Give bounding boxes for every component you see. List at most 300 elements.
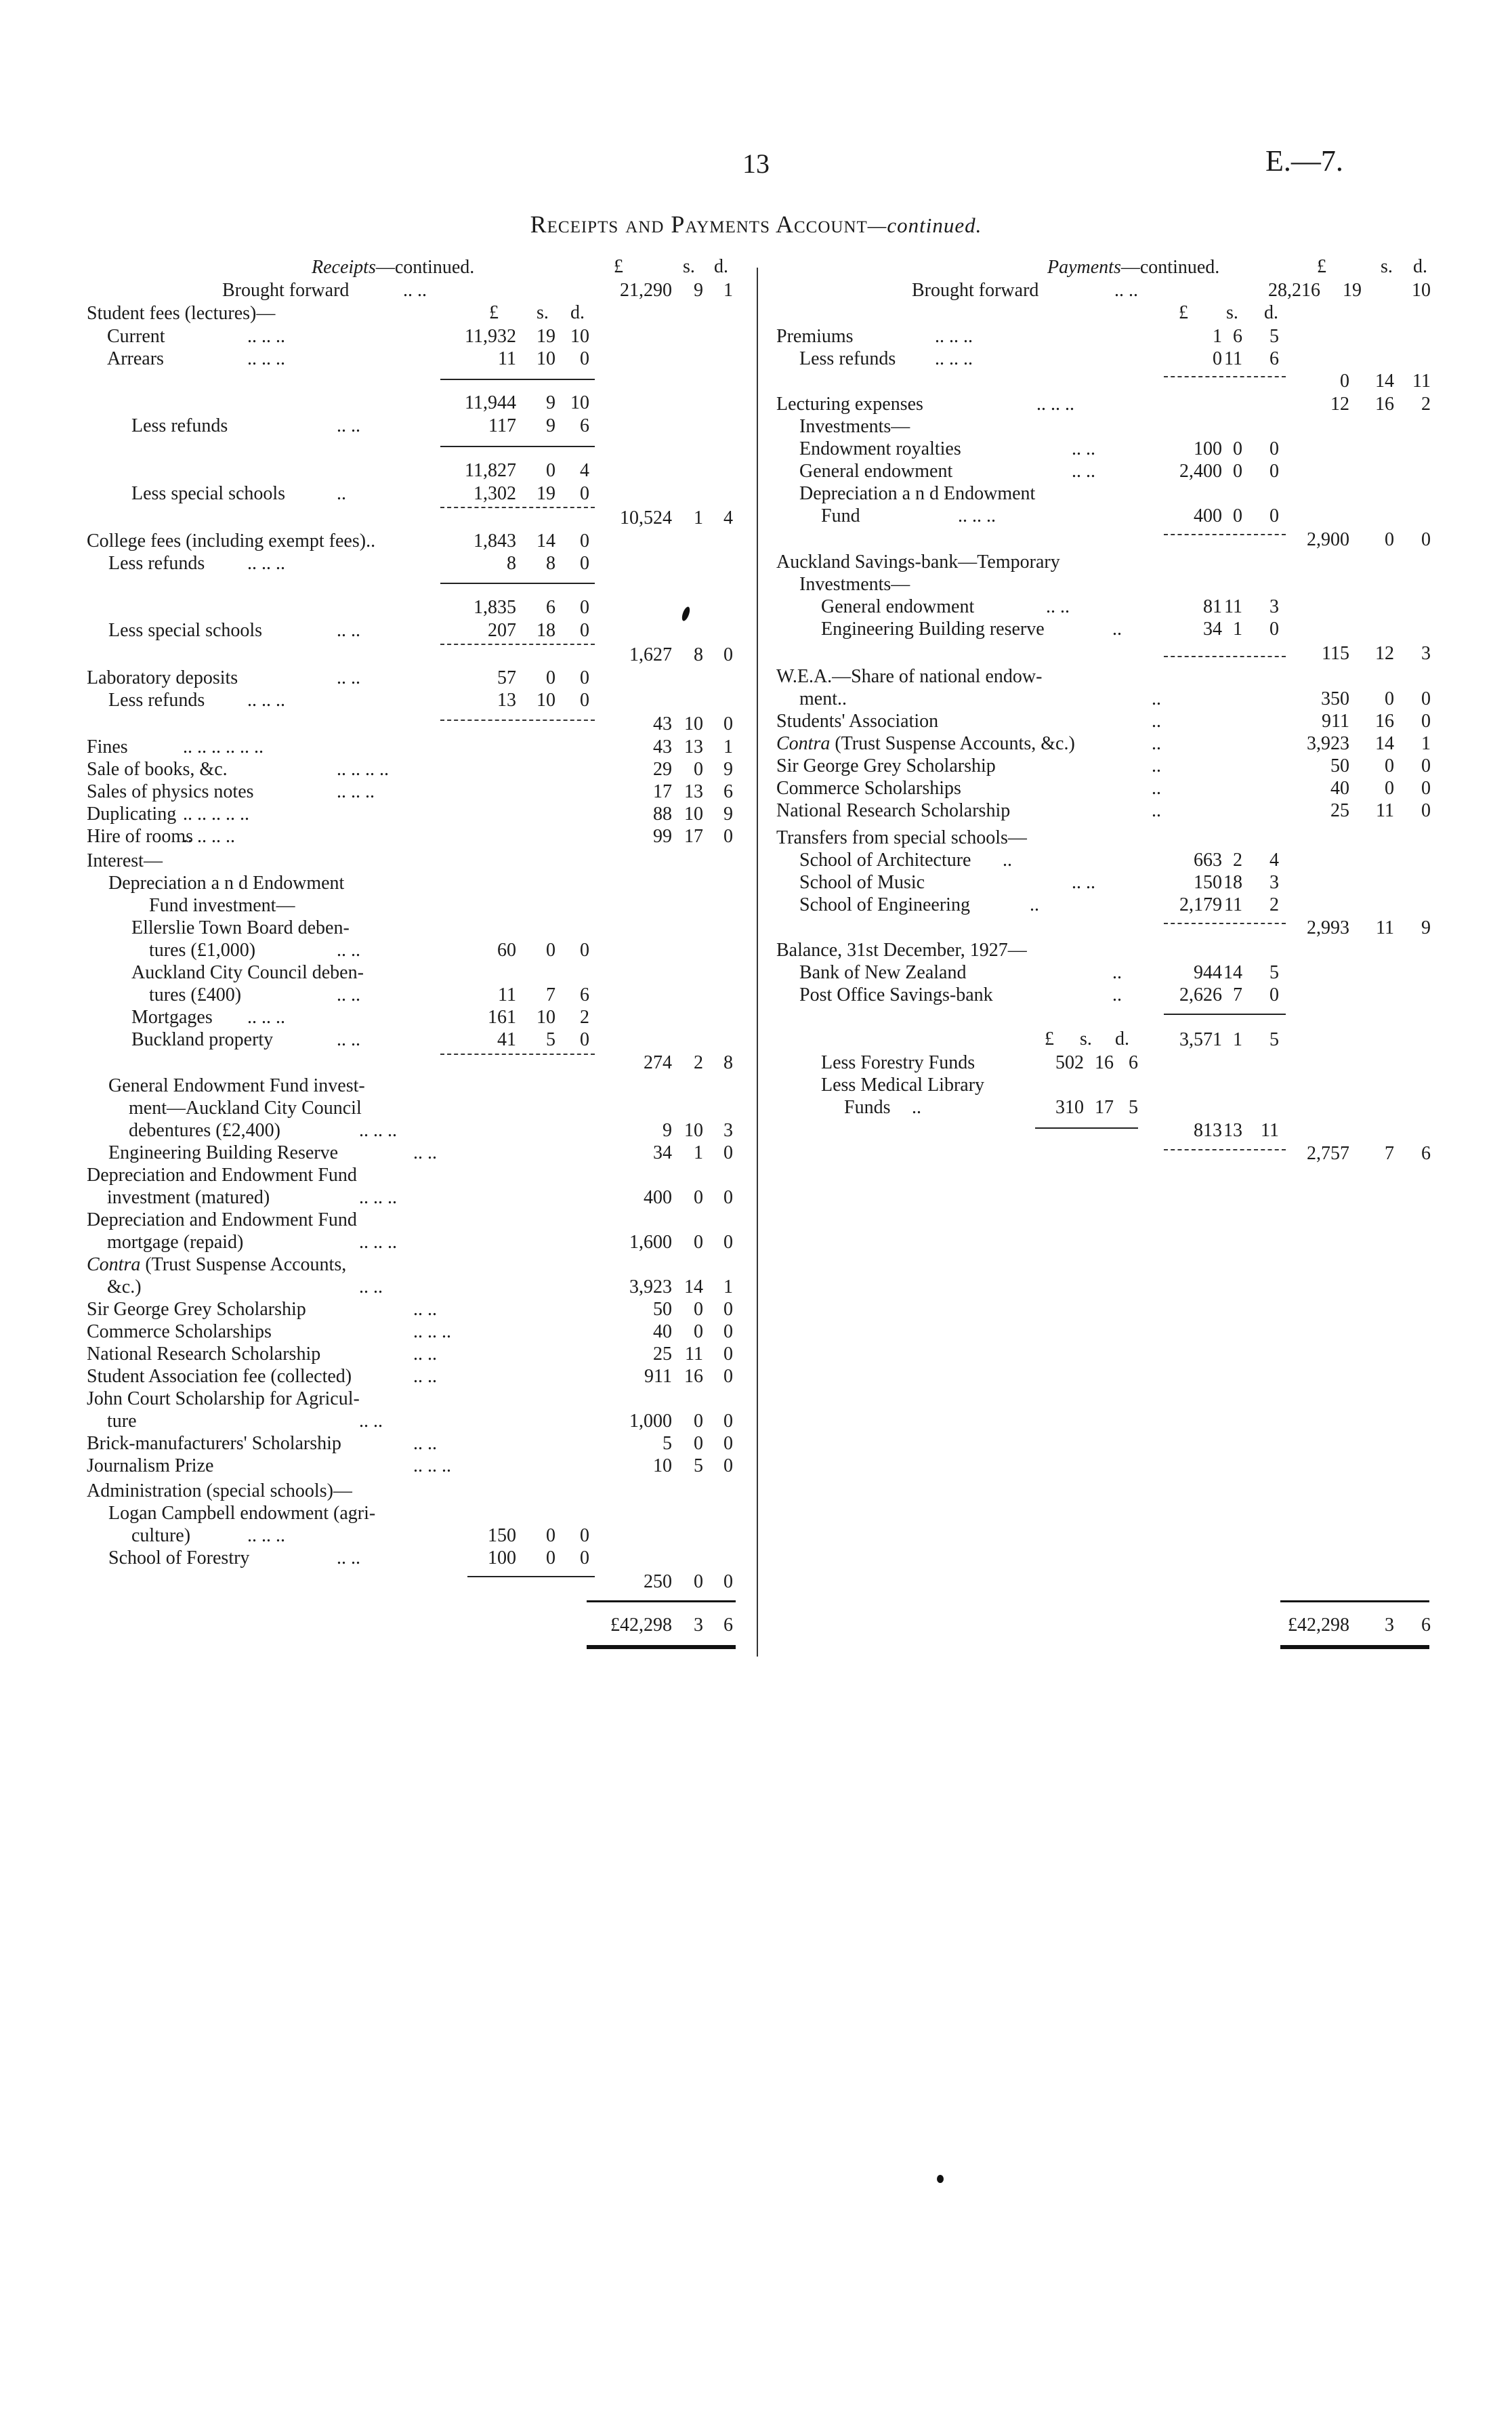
sub-pence: 0 [580, 1029, 589, 1050]
sum-rule [440, 379, 595, 380]
sub-pence: 0 [580, 483, 589, 504]
sub-shillings: 18 [537, 620, 555, 641]
amount-pence: 0 [1421, 800, 1431, 821]
amount-pence: 9 [1421, 917, 1431, 938]
amount-shillings: 0 [694, 1433, 703, 1454]
current-label: Current [107, 326, 165, 347]
auckland-line2: tures (£400) [149, 984, 242, 1005]
amount-pounds: 274 [644, 1052, 672, 1073]
dots: .. [912, 1097, 921, 1118]
receipt-item-label: investment (matured) [107, 1187, 270, 1208]
column-divider [757, 268, 758, 1657]
sub-pound-head: £ [489, 302, 499, 323]
amount-pence: 3 [1421, 643, 1431, 664]
dots: .. .. [337, 1029, 360, 1050]
dep-fund-line1: Depreciation a n d Endowment [108, 873, 345, 894]
dots: .. [1152, 800, 1161, 821]
inner-shilling-head: s. [1080, 1028, 1092, 1049]
dots: .. [337, 483, 346, 504]
total-double-rule [1280, 1645, 1429, 1649]
receipt-item-label: debentures (£2,400) [129, 1120, 280, 1141]
sub-pence: 10 [570, 392, 589, 413]
sub-pence: 0 [580, 597, 589, 618]
dots: .. .. [1114, 280, 1138, 301]
sub-pounds: 1,835 [474, 597, 516, 618]
dots: .. .. [337, 984, 360, 1005]
amount-pence: 11 [1412, 371, 1431, 392]
total-double-rule [587, 1645, 736, 1649]
amount-pence: 0 [723, 713, 733, 734]
amount-shillings: 10 [684, 804, 703, 825]
architecture-label: School of Architecture [799, 850, 971, 871]
less-refunds-label: Less refunds [799, 348, 896, 369]
amount-pence: 0 [723, 1142, 733, 1163]
receipt-item-label: mortgage (repaid) [107, 1232, 244, 1253]
receipt-item-label: Journalism Prize [87, 1455, 214, 1476]
dots: .. .. [359, 1411, 383, 1432]
amount-pounds: 1,600 [629, 1232, 672, 1253]
less-refunds-label: Less refunds [108, 690, 205, 711]
amount-pence: 9 [723, 804, 733, 825]
buckland-label: Buckland property [131, 1029, 274, 1050]
dots: .. .. .. [247, 1525, 285, 1546]
sum-rule [440, 446, 595, 447]
savings-bank-line2: Investments— [799, 574, 910, 595]
amount-pence: 8 [723, 1052, 733, 1073]
amount-pence: 0 [723, 1455, 733, 1476]
amount-pence: 0 [1421, 688, 1431, 709]
dots: .. .. [337, 1547, 360, 1568]
amount-shillings: 13 [684, 736, 703, 757]
amount-shillings: 16 [684, 1366, 703, 1387]
dots: .. .. [413, 1299, 437, 1320]
amount-pence: 0 [723, 826, 733, 847]
receipt-item-label: Contra (Trust Suspense Accounts, [87, 1254, 347, 1275]
amount-pounds: 40 [653, 1321, 672, 1342]
sub-shillings: 6 [546, 597, 555, 618]
sub-pence: 2 [1269, 894, 1279, 915]
sub-pence: 5 [1269, 962, 1279, 983]
amount-shillings: 7 [1385, 1143, 1394, 1164]
receipt-item-label: Sir George Grey Scholarship [87, 1299, 306, 1320]
sub-pence: 3 [1269, 872, 1279, 893]
dots: .. [1030, 894, 1039, 915]
amount-pence: 0 [723, 1344, 733, 1365]
sum-rule [440, 507, 595, 508]
dots: .. .. [413, 1366, 437, 1387]
amount-pounds: 911 [1322, 711, 1349, 732]
dots: .. [1112, 984, 1122, 1005]
interest-label: Interest— [87, 850, 163, 871]
amount-pounds: 400 [644, 1187, 672, 1208]
dots: .. .. [337, 940, 360, 961]
sub-pounds: 13 [497, 690, 516, 711]
dots: .. .. [413, 1433, 437, 1454]
payments-grand-total-pence: 6 [1421, 1615, 1431, 1636]
sub-pence: 0 [580, 667, 589, 688]
sub-pence: 11 [1261, 1120, 1279, 1141]
receipt-item-label: Depreciation and Endowment Fund [87, 1209, 357, 1230]
sub-pounds: 944 [1194, 962, 1222, 983]
auckland-line1: Auckland City Council deben- [131, 962, 364, 983]
sub-pence: 6 [580, 984, 589, 1005]
less-refunds-label: Less refunds [131, 415, 228, 436]
amount-shillings: 5 [694, 1455, 703, 1476]
dots: .. .. [337, 415, 360, 436]
amount-pounds: 40 [1330, 778, 1349, 799]
college-fees-label: College fees (including exempt fees).. [87, 531, 376, 552]
amount-pence: 0 [1421, 711, 1431, 732]
receipt-item-label: Duplicating [87, 804, 177, 825]
sub-pence: 4 [1269, 850, 1279, 871]
dots: .. .. .. .. .. .. [183, 736, 264, 757]
amount-pence: 0 [723, 1571, 733, 1592]
amount-shillings: 2 [694, 1052, 703, 1073]
dots: .. [1152, 688, 1161, 709]
document-reference: E.—7. [1265, 144, 1343, 178]
sub-shillings: 10 [537, 348, 555, 369]
sub-pence: 0 [580, 690, 589, 711]
sub-shillings: 19 [537, 483, 555, 504]
amount-pence: 3 [723, 1120, 733, 1141]
amount-shillings: 0 [1385, 755, 1394, 776]
payment-item-label: ment.. [799, 688, 847, 709]
sum-rule [440, 644, 595, 645]
amount-shillings: 0 [694, 1299, 703, 1320]
sub-shillings: 7 [1233, 984, 1242, 1005]
dots: .. [1112, 962, 1122, 983]
laboratory-deposits-label: Laboratory deposits [87, 667, 238, 688]
dots: .. .. [337, 667, 360, 688]
receipt-item-label: Sales of physics notes [87, 781, 254, 802]
sub-shillings: 0 [1233, 461, 1242, 482]
amount-pence: 1 [723, 1276, 733, 1297]
sub-shilling-head: s. [1226, 302, 1238, 323]
inner-pence: 5 [1129, 1097, 1138, 1118]
post-office-label: Post Office Savings-bank [799, 984, 993, 1005]
forestry-label: School of Forestry [108, 1547, 250, 1568]
dots: .. .. .. [247, 1007, 285, 1028]
amount-pence: 1 [1421, 733, 1431, 754]
sub-pence: 6 [580, 415, 589, 436]
dots: .. .. [1072, 872, 1095, 893]
sum-rule [1164, 923, 1286, 924]
savings-general-label: General endowment [821, 596, 975, 617]
sub-shillings: 0 [546, 667, 555, 688]
amount-pence: 10 [1412, 280, 1431, 301]
receipt-item-label: General Endowment Fund invest- [108, 1075, 365, 1096]
sub-pounds: 117 [488, 415, 516, 436]
dots: .. .. .. [247, 348, 285, 369]
amount-shillings: 17 [684, 826, 703, 847]
amount-pounds: 43 [653, 713, 672, 734]
sub-pounds: 150 [1194, 872, 1222, 893]
ellerslie-line1: Ellerslie Town Board deben- [131, 917, 350, 938]
amount-pounds: 50 [1330, 755, 1349, 776]
dots: .. .. .. [247, 690, 285, 711]
payments-shilling-head: s. [1381, 256, 1393, 277]
sub-pounds: 11,932 [465, 326, 516, 347]
amount-pence: 0 [723, 1433, 733, 1454]
sub-shillings: 9 [546, 415, 555, 436]
amount-pounds: 1,000 [629, 1411, 672, 1432]
sub-pounds: 0 [1213, 348, 1222, 369]
amount-pence: 4 [723, 507, 733, 528]
receipt-item-label: John Court Scholarship for Agricul- [87, 1388, 360, 1409]
dots: .. [1152, 778, 1161, 799]
receipt-item-label: Commerce Scholarships [87, 1321, 272, 1342]
amount-shillings: 0 [1385, 778, 1394, 799]
sub-pence: 10 [570, 326, 589, 347]
amount-shillings: 13 [684, 781, 703, 802]
amount-pence: 0 [723, 1232, 733, 1253]
amount-pounds: 99 [653, 826, 672, 847]
sub-pounds: 150 [488, 1525, 516, 1546]
amount-shillings: 1 [694, 1142, 703, 1163]
amount-pounds: 12 [1330, 394, 1349, 415]
amount-pence: 0 [723, 1366, 733, 1387]
sub-pounds: 400 [1194, 505, 1222, 526]
amount-pence: 6 [1421, 1143, 1431, 1164]
sub-pounds: 11,944 [465, 392, 516, 413]
amount-pounds: 10 [653, 1455, 672, 1476]
sub-pounds: 1 [1213, 326, 1222, 347]
sub-pounds: 57 [497, 667, 516, 688]
amount-shillings: 0 [694, 1571, 703, 1592]
sub-pounds: 2,400 [1179, 461, 1222, 482]
sub-shillings: 6 [1233, 326, 1242, 347]
sub-shillings: 10 [537, 1007, 555, 1028]
payment-item-label: Contra (Trust Suspense Accounts, &c.) [776, 733, 1075, 754]
less-forestry-label: Less Forestry Funds [821, 1052, 975, 1073]
depreciation-line1: Depreciation a n d Endowment [799, 483, 1036, 504]
title-suffix: continued. [887, 213, 982, 237]
amount-shillings: 0 [694, 759, 703, 780]
receipts-pound-head: £ [614, 256, 623, 277]
amount-pounds: 0 [1340, 371, 1349, 392]
sub-pence: 5 [1269, 326, 1279, 347]
amount-shillings: 9 [694, 280, 703, 301]
dots: .. [1152, 733, 1161, 754]
dots: .. [1152, 711, 1161, 732]
arrears-label: Arrears [107, 348, 164, 369]
sub-pence: 0 [580, 940, 589, 961]
payments-pence-head: d. [1413, 256, 1427, 277]
less-medical-line2: Funds [844, 1097, 891, 1118]
receipt-item-label: Engineering Building Reserve [108, 1142, 339, 1163]
investments-label: Investments— [799, 416, 910, 437]
sub-pence: 0 [580, 1525, 589, 1546]
payment-item-label: Sir George Grey Scholarship [776, 755, 996, 776]
total-rule [1280, 1600, 1429, 1602]
sub-shillings: 0 [546, 1525, 555, 1546]
receipt-item-label: &c.) [107, 1276, 142, 1297]
mortgages-label: Mortgages [131, 1007, 213, 1028]
less-medical-line1: Less Medical Library [821, 1075, 985, 1096]
sum-rule [467, 1576, 595, 1577]
sub-pounds: 41 [497, 1029, 516, 1050]
sub-pence: 0 [580, 620, 589, 641]
sub-pounds: 2,179 [1179, 894, 1222, 915]
amount-pounds: 3,923 [1307, 733, 1349, 754]
amount-shillings: 0 [694, 1232, 703, 1253]
receipt-item-label: Brick-manufacturers' Scholarship [87, 1433, 341, 1454]
amount-pounds: 88 [653, 804, 672, 825]
payment-item-label: Students' Association [776, 711, 939, 732]
sub-pence: 0 [580, 1547, 589, 1568]
amount-shillings: 11 [1376, 917, 1394, 938]
sub-shillings: 0 [546, 460, 555, 481]
dots: .. .. .. [247, 326, 285, 347]
amount-pounds: 5 [663, 1433, 672, 1454]
sub-pence: 6 [1269, 348, 1279, 369]
dots: .. [1112, 619, 1122, 640]
sub-pence: 0 [1269, 461, 1279, 482]
sum-rule [440, 720, 595, 721]
amount-pence: 9 [723, 759, 733, 780]
sub-pence: 0 [1269, 505, 1279, 526]
sub-pounds: 60 [497, 940, 516, 961]
music-label: School of Music [799, 872, 925, 893]
inner-pence-head: d. [1115, 1028, 1129, 1049]
administration-label: Administration (special schools)— [87, 1480, 352, 1501]
amount-shillings: 11 [1376, 800, 1394, 821]
bnz-label: Bank of New Zealand [799, 962, 967, 983]
dots: .. .. [1072, 438, 1095, 459]
amount-shillings: 1 [694, 507, 703, 528]
dots: .. .. .. [935, 348, 973, 369]
amount-pence: 0 [723, 1299, 733, 1320]
sub-shillings: 19 [537, 326, 555, 347]
sub-shillings: 11 [1224, 348, 1242, 369]
depreciation-line2: Fund [821, 505, 860, 526]
ink-speck [937, 2175, 944, 2183]
payments-grand-total-shillings: 3 [1385, 1615, 1394, 1636]
dots: .. .. [1046, 596, 1070, 617]
sub-pence: 0 [1269, 984, 1279, 1005]
payment-item-label: W.E.A.—Share of national endow- [776, 666, 1043, 687]
sub-shillings: 8 [546, 553, 555, 574]
receipts-grand-total-shillings: 3 [694, 1615, 703, 1636]
sub-shillings: 14 [537, 531, 555, 552]
less-special-schools-label: Less special schools [108, 620, 263, 641]
sub-pence: 2 [580, 1007, 589, 1028]
amount-shillings: 11 [685, 1344, 703, 1365]
payments-brought-forward-label: Brought forward [912, 280, 1039, 301]
sub-pounds: 663 [1194, 850, 1222, 871]
sub-pence: 5 [1269, 1029, 1279, 1050]
amount-shillings: 14 [1375, 371, 1394, 392]
sub-shillings: 0 [546, 940, 555, 961]
title-suffix-dash: — [867, 213, 887, 237]
sum-rule [1035, 1127, 1138, 1129]
sub-pound-head: £ [1179, 302, 1188, 323]
sum-rule [1164, 534, 1286, 535]
amount-shillings: 0 [694, 1187, 703, 1208]
dots: .. [1003, 850, 1012, 871]
receipts-grand-total-pence: 6 [723, 1615, 733, 1636]
sub-pounds: 161 [488, 1007, 516, 1028]
dots: .. .. .. [413, 1321, 451, 1342]
sub-pounds: 207 [488, 620, 516, 641]
dots: .. .. .. [337, 781, 375, 802]
amount-pounds: 50 [653, 1299, 672, 1320]
sub-pounds: 11 [498, 984, 516, 1005]
transfers-label: Transfers from special schools— [776, 827, 1027, 848]
sub-shillings: 5 [546, 1029, 555, 1050]
amount-pounds: 350 [1321, 688, 1349, 709]
amount-pounds: 2,900 [1307, 529, 1349, 550]
amount-pounds: 25 [1330, 800, 1349, 821]
sub-pounds: 34 [1203, 619, 1222, 640]
sub-pounds: 8 [507, 553, 516, 574]
receipts-shilling-head: s. [683, 256, 695, 277]
amount-pence: 0 [723, 1321, 733, 1342]
sub-shillings: 7 [546, 984, 555, 1005]
sub-pounds: 1,302 [474, 483, 516, 504]
title-main: Receipts and Payments Account [530, 211, 868, 238]
dots: .. .. [359, 1276, 383, 1297]
dots: .. .. .. [359, 1120, 397, 1141]
sub-shillings: 0 [546, 1547, 555, 1568]
premiums-label: Premiums [776, 326, 854, 347]
amount-pounds: 3,923 [629, 1276, 672, 1297]
amount-pounds: 10,524 [620, 507, 672, 528]
lecturing-label: Lecturing expenses [776, 394, 923, 415]
sub-pence: 0 [580, 348, 589, 369]
payment-item-label: Commerce Scholarships [776, 778, 961, 799]
logan-line2: culture) [131, 1525, 191, 1546]
amount-pounds: 17 [653, 781, 672, 802]
receipts-brought-forward-label: Brought forward [222, 280, 350, 301]
less-refunds-label: Less refunds [108, 553, 205, 574]
amount-pence: 0 [723, 1187, 733, 1208]
amount-pounds: 1,627 [629, 644, 672, 665]
dots: .. .. .. .. .. [183, 804, 249, 825]
amount-pence: 6 [723, 781, 733, 802]
amount-shillings: 12 [1375, 643, 1394, 664]
sub-pence: 0 [580, 531, 589, 552]
sub-pence-head: d. [1264, 302, 1278, 323]
amount-shillings: 0 [694, 1411, 703, 1432]
sum-rule [1164, 1014, 1286, 1015]
amount-shillings: 0 [694, 1321, 703, 1342]
sum-rule [440, 583, 595, 584]
dots: .. .. [337, 620, 360, 641]
amount-pence: 1 [723, 736, 733, 757]
amount-pence: 0 [1421, 778, 1431, 799]
amount-pence: 0 [1421, 755, 1431, 776]
payments-pound-head: £ [1317, 256, 1326, 277]
sub-pounds: 11,827 [465, 460, 516, 481]
dots: .. .. [1072, 461, 1095, 482]
receipt-item-label: Student Association fee (collected) [87, 1366, 352, 1387]
page-number: 13 [742, 148, 770, 179]
amount-pounds: 115 [1322, 643, 1349, 664]
sub-shillings: 2 [1233, 850, 1242, 871]
dots: .. .. .. [958, 505, 996, 526]
dots: .. .. .. .. [337, 759, 389, 780]
receipts-pence-head: d. [714, 256, 728, 277]
amount-shillings: 16 [1375, 711, 1394, 732]
receipt-item-label: Hire of rooms [87, 826, 194, 847]
sub-pounds: 11 [498, 348, 516, 369]
payments-heading: Payments—continued. [1047, 257, 1220, 278]
receipt-item-label: ture [107, 1411, 137, 1432]
sum-rule [1164, 656, 1286, 657]
sub-pounds: 100 [1194, 438, 1222, 459]
sum-rule [1164, 376, 1286, 377]
